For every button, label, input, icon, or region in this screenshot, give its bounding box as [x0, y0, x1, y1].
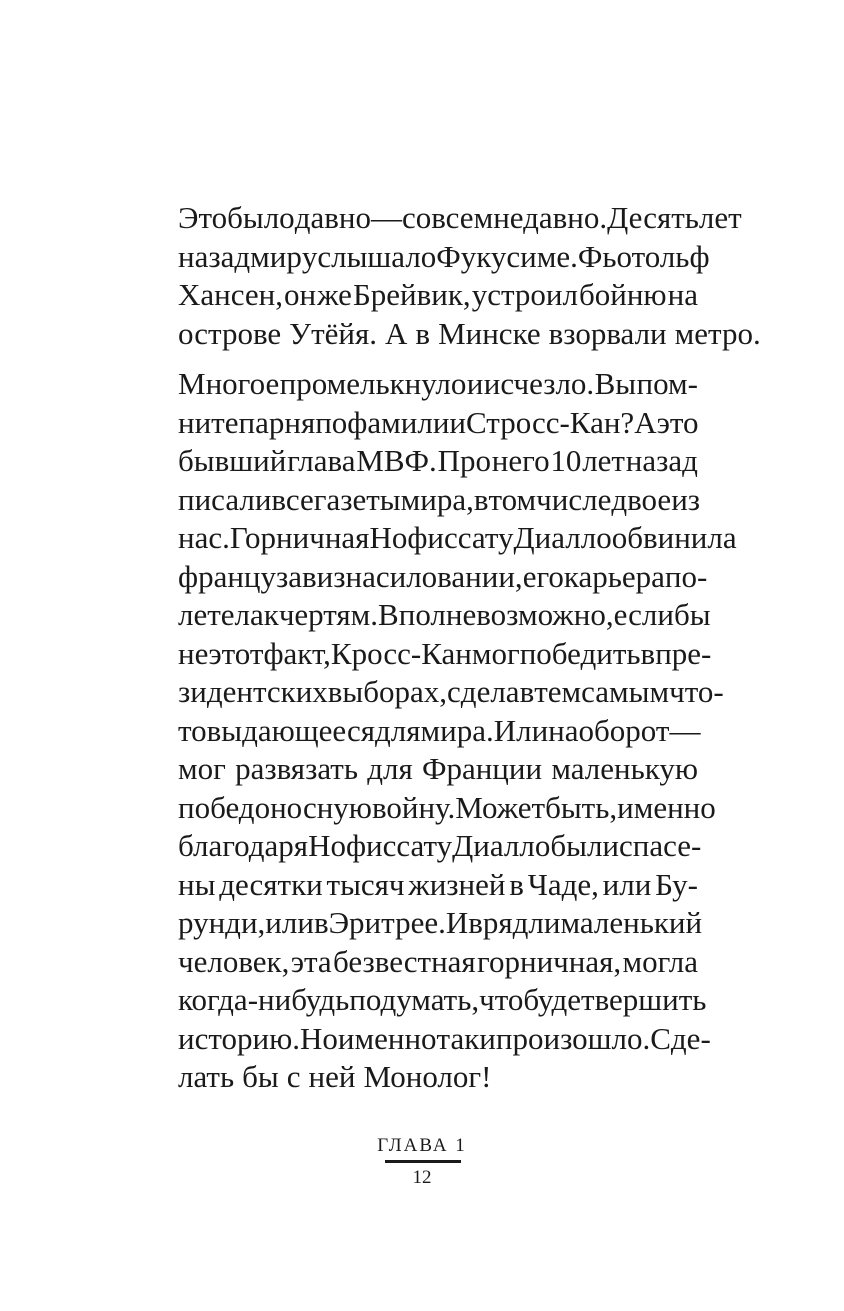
word: —	[669, 712, 701, 748]
text-line	[178, 827, 702, 866]
text-line	[178, 404, 698, 443]
word: него	[491, 443, 550, 478]
word: обвинила	[611, 520, 737, 555]
word: метро.	[674, 315, 761, 351]
word: возможно,	[476, 597, 614, 632]
word: числе	[536, 481, 612, 517]
word: мира,	[400, 481, 474, 517]
word: могла	[622, 943, 698, 979]
word: бы	[673, 597, 711, 632]
word: победоносную	[178, 789, 372, 825]
word: этот	[208, 635, 264, 671]
text-line	[178, 789, 716, 828]
word: спасе-	[619, 828, 702, 863]
word: бойню	[578, 277, 667, 312]
word: что-	[669, 674, 724, 709]
word: маленькую	[551, 751, 698, 786]
word: чертям.	[278, 597, 379, 632]
word: человек,	[178, 943, 290, 979]
word: ли	[528, 905, 561, 940]
text-line	[178, 519, 737, 558]
text-line	[178, 365, 698, 404]
word: Бу-	[655, 866, 698, 902]
word: Вы	[594, 366, 637, 401]
word: И	[445, 905, 469, 940]
word: давно	[294, 200, 371, 235]
word: или	[265, 905, 314, 940]
word: историю.	[178, 1020, 300, 1056]
word: произошло.	[495, 1020, 651, 1056]
word: для	[374, 712, 421, 748]
word: газеты	[313, 481, 401, 517]
word: взорвали	[548, 315, 667, 351]
word: острове	[178, 315, 282, 351]
word: или	[602, 866, 652, 902]
word: не	[178, 635, 209, 671]
word: в	[640, 635, 656, 671]
word: Про	[437, 443, 491, 478]
word: 10	[550, 443, 582, 478]
word: все	[271, 481, 314, 517]
word: и	[466, 366, 484, 401]
word: Брейвик,	[352, 277, 471, 312]
word: Это	[178, 200, 228, 235]
word: горничная,	[477, 943, 622, 979]
word: Фьотольф	[577, 238, 710, 274]
word: нас.	[178, 520, 230, 555]
word: парня	[238, 404, 316, 440]
word: мог	[471, 635, 520, 671]
word: войну.	[371, 789, 456, 825]
word: вряд	[468, 905, 529, 940]
word: Может	[455, 789, 546, 825]
word: эта	[290, 943, 332, 979]
word: Фукусиме.	[436, 238, 578, 274]
word: десятки	[219, 866, 323, 902]
word: было	[227, 200, 295, 235]
word: выборах,	[327, 674, 448, 709]
word: самым	[581, 674, 670, 709]
word: ней	[308, 1059, 356, 1094]
word: вершить	[594, 982, 707, 1017]
word: сделав	[447, 674, 535, 709]
word: француза	[178, 558, 303, 594]
word: карьера	[563, 558, 665, 594]
word: в	[302, 558, 317, 594]
word: на	[667, 277, 698, 312]
text-line	[178, 904, 703, 943]
word: мира.	[420, 712, 494, 748]
word: Эритрее.	[328, 905, 446, 940]
text-line	[178, 1058, 698, 1097]
word: устроил	[471, 277, 578, 312]
text-line	[178, 442, 698, 481]
word: в	[509, 866, 524, 902]
word: двое	[611, 481, 672, 517]
text-line	[178, 943, 698, 982]
text-line	[178, 238, 710, 277]
text-line	[178, 712, 701, 751]
word: Многое	[178, 366, 280, 401]
word: его	[522, 558, 564, 594]
word: Хансен,	[178, 277, 283, 312]
word: лет	[698, 200, 742, 235]
word: мир	[250, 238, 302, 274]
text-line	[178, 981, 707, 1020]
word: были	[550, 828, 620, 863]
word: же	[317, 277, 352, 312]
word: именно	[337, 1020, 437, 1056]
word: быть,	[545, 789, 618, 825]
word: Чаде,	[527, 866, 599, 902]
word: безвестная	[333, 943, 476, 979]
word: Нофиссату	[369, 520, 514, 555]
word: недавно.	[493, 200, 608, 235]
word: благодаря	[178, 828, 309, 863]
word: рунди,	[178, 905, 266, 940]
word: совсем	[401, 200, 494, 235]
word: будет	[523, 982, 595, 1017]
word: бы	[242, 1059, 279, 1094]
word: развязать	[235, 751, 358, 786]
word: летела	[178, 597, 264, 632]
word: МВФ.	[356, 443, 437, 478]
word: Вполне	[378, 597, 477, 632]
paragraph-2	[178, 365, 737, 1097]
word: фамилии	[347, 404, 466, 440]
word: исчезло.	[483, 366, 595, 401]
text-line	[178, 481, 701, 520]
word: Монолог!	[363, 1059, 492, 1094]
word: лать	[178, 1059, 235, 1094]
word: услышал	[301, 238, 421, 274]
word: ны	[178, 866, 216, 902]
word: том	[488, 481, 537, 517]
word: если	[613, 597, 674, 632]
word: факт,	[263, 635, 331, 671]
text-line	[178, 558, 708, 597]
word: это	[656, 404, 699, 440]
word: Кросс-Кан	[330, 635, 472, 671]
word: что	[479, 982, 524, 1017]
word: Стросс-Кан?	[466, 404, 635, 440]
word: жизней	[408, 866, 506, 902]
word: Нофиссату	[308, 828, 453, 863]
word: для	[367, 751, 413, 786]
word: мог	[178, 751, 226, 786]
word: тысяч	[326, 866, 405, 902]
text-line	[178, 1020, 711, 1059]
word: Франции	[421, 751, 543, 786]
word: Диалло	[513, 520, 612, 555]
word: пом-	[636, 366, 698, 401]
text-line	[178, 866, 698, 905]
word: наоборот	[548, 712, 670, 748]
text-line	[178, 635, 712, 674]
word: из	[671, 481, 701, 517]
word: А	[385, 315, 408, 351]
word: Десять	[607, 200, 699, 235]
word: в	[415, 315, 431, 351]
word: Горничная	[229, 520, 370, 555]
word: промелькнуло	[279, 366, 467, 401]
word: назад	[178, 238, 251, 274]
text-line	[178, 276, 698, 315]
text-line	[178, 673, 724, 712]
text-line	[178, 315, 761, 354]
word: писали	[178, 481, 272, 517]
word: изнасиловании,	[316, 558, 523, 594]
word: глава	[287, 443, 356, 478]
chapter-label: ГЛАВА 1	[377, 1135, 467, 1156]
text-line	[178, 199, 742, 238]
word: так	[436, 1020, 480, 1056]
text-line	[178, 750, 698, 789]
word: подумать,	[349, 982, 480, 1017]
word: в	[473, 481, 489, 517]
word: маленький	[560, 905, 703, 940]
word: он	[284, 277, 317, 312]
word: победить	[519, 635, 641, 671]
word: Или	[493, 712, 549, 748]
word: Сде-	[650, 1020, 711, 1056]
word: А	[634, 404, 657, 440]
word: —	[370, 200, 402, 235]
word: по-	[664, 558, 708, 594]
word: лет	[582, 443, 625, 478]
word: о	[420, 238, 437, 274]
paragraph-1	[178, 199, 761, 353]
word: Диалло	[452, 828, 551, 863]
word: и	[479, 1020, 496, 1056]
word: Минске	[438, 315, 541, 351]
word: по	[315, 404, 348, 440]
word: Но	[300, 1020, 338, 1056]
word: выдающееся	[206, 712, 375, 748]
word: тем	[534, 674, 582, 709]
word: пре-	[655, 635, 712, 671]
word: бывший	[178, 443, 287, 478]
page-number: 12	[412, 1167, 432, 1188]
word: с	[286, 1059, 301, 1094]
word: к	[263, 597, 279, 632]
word: именно	[617, 789, 716, 825]
word: то	[178, 712, 207, 748]
footer-divider	[385, 1160, 461, 1163]
word: в	[313, 905, 329, 940]
text-line	[178, 596, 711, 635]
word: когда-нибудь	[178, 982, 350, 1017]
word: зидентских	[178, 674, 328, 709]
word: Утёйя.	[289, 315, 378, 351]
word: назад	[625, 443, 698, 478]
word: ните	[178, 404, 239, 440]
